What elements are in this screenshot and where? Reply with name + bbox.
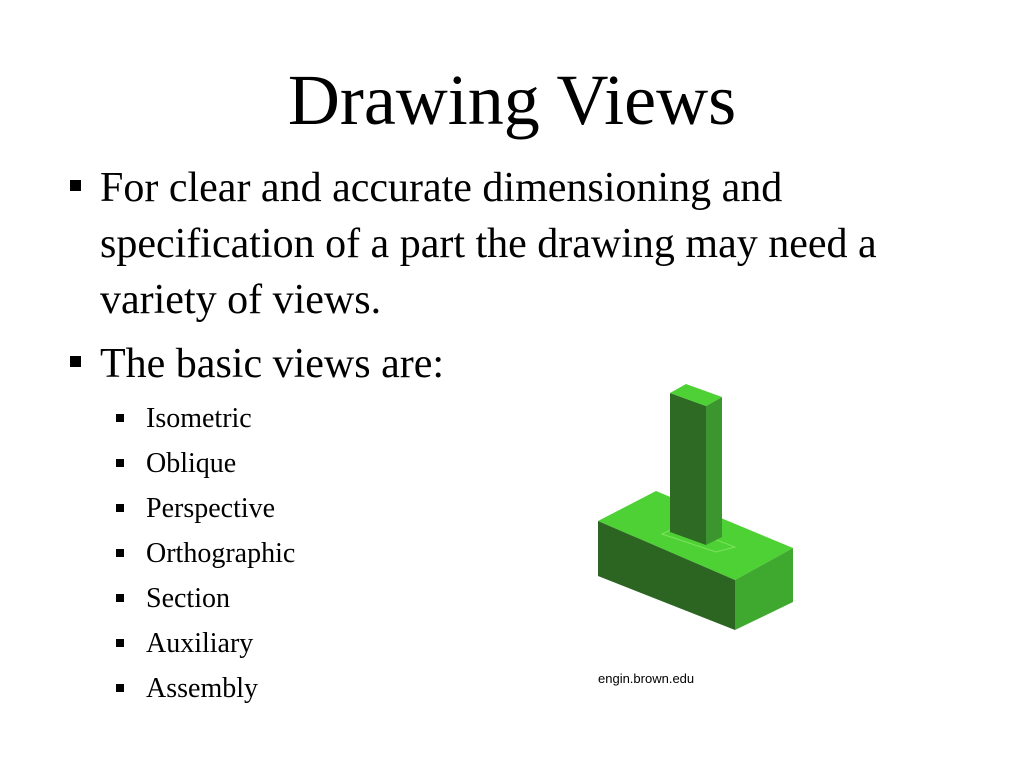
square-bullet-icon bbox=[116, 414, 124, 422]
view-types-list bbox=[116, 396, 295, 711]
bullet-text: For clear and accurate dimensioning and specification of a part the drawing may need a variety of views. bbox=[100, 165, 877, 323]
square-bullet-icon bbox=[116, 549, 124, 557]
view-type-label: Oblique bbox=[146, 448, 237, 479]
post-side-face bbox=[706, 397, 722, 545]
view-type-item bbox=[116, 396, 295, 441]
view-type-item bbox=[116, 531, 295, 576]
square-bullet-icon bbox=[116, 459, 124, 467]
slide-title: Drawing Views bbox=[287, 60, 737, 140]
square-bullet-icon bbox=[116, 504, 124, 512]
bullet-item bbox=[64, 336, 964, 392]
view-type-label: Isometric bbox=[146, 403, 252, 434]
post-front-face bbox=[670, 393, 706, 545]
isometric-part-illustration bbox=[590, 375, 805, 640]
view-type-label: Assembly bbox=[146, 673, 258, 704]
view-type-item bbox=[116, 576, 295, 621]
square-bullet-icon bbox=[116, 594, 124, 602]
view-type-label: Perspective bbox=[146, 493, 276, 524]
image-credit: engin.brown.edu bbox=[598, 671, 695, 686]
bullet-text: The basic views are: bbox=[100, 341, 445, 387]
view-type-item bbox=[116, 486, 295, 531]
view-type-label: Orthographic bbox=[146, 538, 296, 569]
square-bullet-icon bbox=[116, 684, 124, 692]
square-bullet-icon bbox=[70, 180, 81, 191]
main-bullet-list bbox=[64, 160, 964, 400]
view-type-item bbox=[116, 441, 295, 486]
view-type-label: Auxiliary bbox=[146, 628, 254, 659]
bullet-item bbox=[64, 160, 964, 328]
view-type-item bbox=[116, 666, 295, 711]
view-type-item bbox=[116, 621, 295, 666]
square-bullet-icon bbox=[70, 356, 81, 367]
square-bullet-icon bbox=[116, 639, 124, 647]
view-type-label: Section bbox=[146, 583, 230, 614]
